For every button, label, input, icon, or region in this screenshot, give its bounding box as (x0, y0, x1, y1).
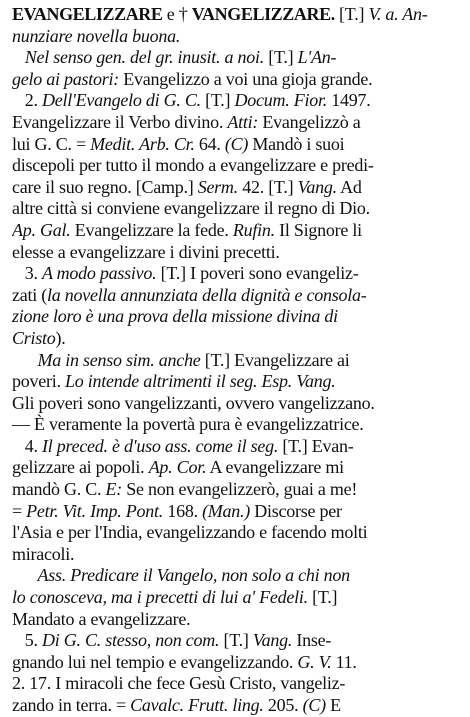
text-segment: Se non evangelizzerò, guai a me! (122, 479, 358, 500)
italic-text: lo conosceva, ma i precetti di lui a' Fedeli. (12, 587, 308, 608)
entry-text-line (12, 242, 460, 264)
text-segment: Ad (336, 176, 362, 197)
entry-text-line (12, 328, 460, 350)
text-segment: Il Signore li (274, 219, 362, 240)
italic-text: Vang. (252, 630, 293, 651)
text-segment: [T.] (334, 4, 369, 24)
italic-text: gelo ai pastori: (12, 68, 119, 89)
italic-text: Vang. (297, 176, 337, 197)
text-segment: l'Asia e per l'India, evangelizzando e facendo molti (12, 522, 368, 543)
text-segment: E (325, 695, 341, 715)
entry-text-line (12, 306, 460, 328)
text-segment: [T.] (219, 630, 253, 651)
headword: EVANGELIZZARE (12, 4, 163, 24)
italic-text: Lo intende altrimenti il seg. Esp. Vang. (64, 371, 336, 392)
text-segment: [T.] I poveri sono evangeliz- (156, 263, 359, 284)
text-segment: altre città si conviene evangelizzare il regno di Dio. (12, 198, 370, 219)
text-segment: = (12, 500, 27, 521)
text-segment: Inse- (292, 630, 332, 651)
italic-text: A modo passivo. (42, 263, 157, 284)
text-segment: care il suo regno. [Camp.] (12, 176, 198, 197)
entry-text-line (12, 522, 460, 544)
entry-text-line (12, 436, 460, 458)
entry-text-line (12, 198, 460, 220)
text-segment: — È veramente la povertà pura è evangelizzatrice. (12, 414, 364, 435)
italic-text: Atti: (227, 111, 259, 132)
italic-text: Serm. (197, 176, 238, 197)
entry-text-line (12, 285, 460, 307)
entry-text-line (12, 457, 460, 479)
italic-text: Il preced. è d'uso ass. come il seg. (42, 435, 279, 456)
entry-text-line (12, 47, 460, 69)
italic-text: zione loro è una prova della missione divina di (12, 306, 338, 327)
italic-text: Ap. Gal. (12, 219, 71, 240)
entry-text-line (12, 695, 460, 717)
italic-text: Ap. Cor. (148, 457, 207, 478)
text-segment (12, 47, 25, 67)
text-segment (12, 565, 38, 585)
italic-text: E: (105, 479, 122, 500)
entry-text-line (12, 501, 460, 523)
text-segment: discepoli per tutto il mondo a evangelizzare e predi- (12, 155, 374, 176)
text-segment: poveri. (12, 371, 65, 392)
italic-text: Cristo (12, 327, 56, 348)
italic-text: Docum. Fior. (234, 90, 327, 111)
italic-text: Ma in senso sim. anche (37, 349, 201, 370)
italic-text: (C) (224, 133, 249, 154)
entry-text-line (12, 350, 460, 372)
text-segment: e † (162, 4, 192, 24)
entry-text-line (12, 565, 460, 587)
italic-text: Ass. Predicare il Vangelo, non solo a chi non (37, 565, 350, 586)
entry-text-line (12, 155, 460, 177)
entry-text-line (12, 112, 460, 134)
text-segment: 2. (12, 90, 42, 111)
text-segment: gnando lui nel tempio e evangelizzando. (12, 651, 298, 672)
text-segment: [T.] (264, 47, 298, 68)
italic-text: nunziare novella buona. (12, 25, 181, 46)
text-segment: lui G. C. = (12, 133, 91, 154)
entry-text-line (12, 587, 460, 609)
text-segment: zati ( (12, 284, 47, 305)
text-segment: [T.] (200, 90, 235, 111)
text-segment: 64. (194, 133, 225, 154)
headword: VANGELIZZARE. (191, 4, 335, 24)
text-segment: elesse a evangelizzare i divini precetti. (12, 241, 280, 262)
text-segment: gelizzare ai popoli. (12, 457, 149, 478)
text-segment: Evangelizzare la fede. (70, 219, 233, 240)
entry-text-line (12, 134, 460, 156)
italic-text: V. a. An- (368, 4, 428, 24)
text-segment: Mandato a evangelizzare. (12, 608, 191, 629)
italic-text: Dell'Evangelo di G. C. (42, 90, 201, 111)
entry-text-line (12, 371, 460, 393)
text-segment: [T.] (307, 587, 338, 608)
text-segment (12, 350, 38, 370)
text-segment: A evangelizzare mi (206, 457, 344, 478)
italic-text: Medit. Arb. Cr. (90, 133, 195, 154)
text-segment: [T.] Evangelizzare ai (200, 349, 350, 370)
entry-text-line (12, 177, 460, 199)
italic-text: Di G. C. stesso, non com. (42, 630, 220, 651)
italic-text: (Man.) (202, 500, 251, 521)
text-segment: [T.] Evan- (278, 435, 354, 456)
entry-text-line (12, 673, 460, 695)
entry-text-line (12, 90, 460, 112)
text-segment: miracoli. (12, 543, 75, 564)
italic-text: Nel senso gen. del gr. inusit. a noi. (24, 47, 264, 68)
text-segment: Evangelizzare il Verbo divino. (12, 111, 228, 132)
entry-text-line (12, 69, 460, 91)
text-segment: 42. [T.] (237, 176, 298, 197)
italic-text: Rufin. (232, 219, 275, 240)
text-segment: 168. (163, 500, 203, 521)
entry-text-line (12, 544, 460, 566)
dictionary-entry-evangelizzare (12, 4, 460, 717)
text-segment: Evangelizzo a voi una gioja grande. (119, 68, 373, 89)
entry-text-line (12, 609, 460, 631)
entry-text-line (12, 652, 460, 674)
italic-text: Cavalc. Frutt. ling. (130, 695, 264, 715)
entry-text-line (12, 220, 460, 242)
italic-text: L'An- (297, 47, 337, 68)
entry-text-line (12, 263, 460, 285)
text-segment: mandò G. C. (12, 479, 106, 500)
text-segment: ). (55, 327, 66, 348)
text-segment: 5. (12, 630, 42, 651)
entry-text-line (12, 4, 460, 26)
text-segment: 11. (331, 651, 357, 672)
text-segment: Discorse per (250, 500, 342, 521)
entry-text-line (12, 393, 460, 415)
entry-text-line (12, 479, 460, 501)
text-segment: Evangelizzò a (258, 111, 361, 132)
text-segment: Gli poveri sono vangelizzanti, ovvero vangelizzano. (12, 392, 375, 413)
italic-text: Petr. Vit. Imp. Pont. (26, 500, 164, 521)
italic-text: G. V. (297, 651, 332, 672)
entry-text-line (12, 630, 460, 652)
text-segment: 4. (12, 435, 42, 456)
text-segment: zando in terra. = (12, 695, 131, 715)
text-segment: 205. (263, 695, 303, 715)
italic-text: la novella annunziata della dignità e consola- (46, 284, 367, 305)
text-segment: 1497. (326, 90, 371, 111)
entry-text-line (12, 414, 460, 436)
italic-text: (C) (302, 695, 326, 715)
text-segment: 2. 17. I miracoli che fece Gesù Cristo, vangeliz- (12, 673, 346, 694)
text-segment: 3. (12, 263, 42, 284)
entry-text-line (12, 26, 460, 48)
text-segment: Mandò i suoi (248, 133, 345, 154)
